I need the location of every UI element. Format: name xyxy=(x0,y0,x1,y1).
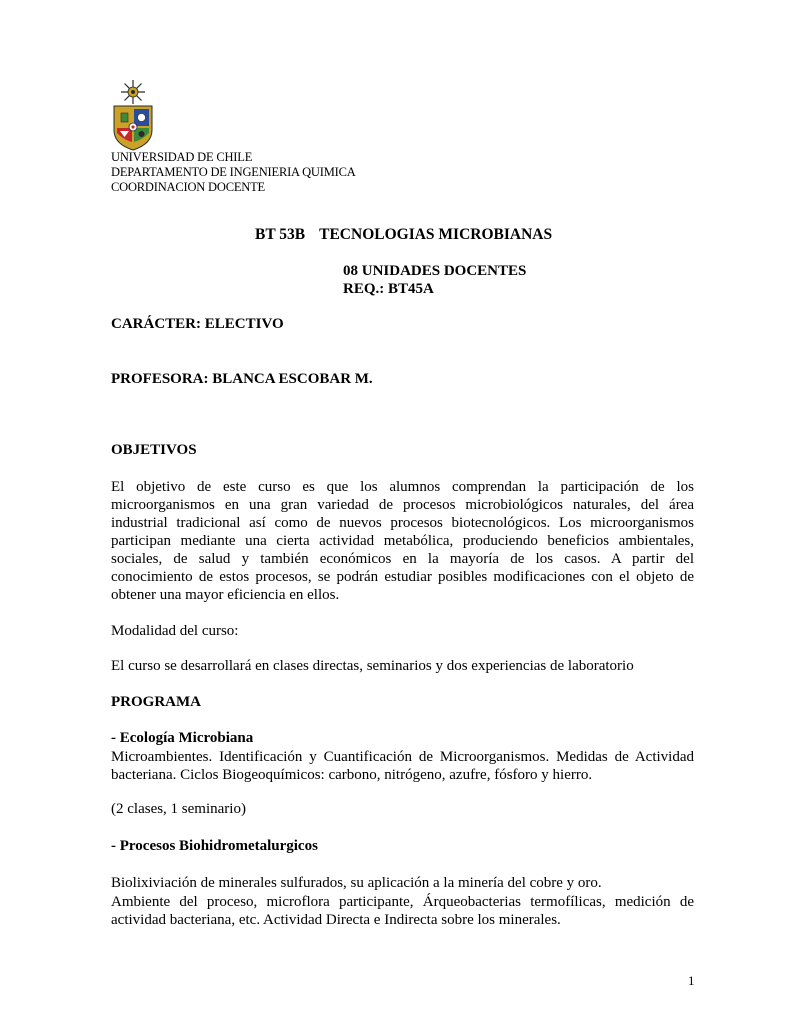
modality-heading: Modalidad del curso: xyxy=(111,623,239,639)
course-units-block xyxy=(343,262,526,298)
program-section-body xyxy=(111,893,694,929)
objectives-line: obtener una mayor eficiencia en ellos. xyxy=(111,587,340,603)
objectives-line: conocimiento de estos procesos, se podrán estudiar posibles modificaciones con el objeto de xyxy=(111,569,694,585)
objectives-heading: OBJETIVOS xyxy=(111,442,197,458)
program-section-title: - Procesos Biohidrometalurgicos xyxy=(111,838,318,854)
department-name: DEPARTAMENTO DE INGENIERIA QUIMICA xyxy=(111,165,356,179)
objectives-line: participan mediante una cierta actividad metabólica, produciendo beneficios ambientales, xyxy=(111,533,694,549)
course-character: CARÁCTER: ELECTIVO xyxy=(111,316,284,332)
course-code: BT 53B xyxy=(255,226,306,243)
objectives-line: El objetivo de este curso es que los alumnos comprendan la participación de los xyxy=(111,479,694,495)
program-section-body xyxy=(111,748,694,784)
program-section-line: Ambiente del proceso, microflora participante, Árqueobacterias termofílicas, medición de xyxy=(111,894,694,910)
program-heading: PROGRAMA xyxy=(111,694,201,710)
course-units: 08 UNIDADES DOCENTES xyxy=(343,263,527,279)
objectives-line: microorganismos en una gran variedad de procesos microbiológicos naturales, del área xyxy=(111,497,694,513)
university-crest-icon xyxy=(110,78,156,152)
course-name: TECNOLOGIAS MICROBIANAS xyxy=(319,226,553,243)
institution-header xyxy=(111,150,356,195)
objectives-paragraph xyxy=(111,478,694,604)
program-section-line: actividad bacteriana, etc. Actividad Directa e Indirecta sobre los minerales. xyxy=(111,912,561,928)
course-professor: PROFESORA: BLANCA ESCOBAR M. xyxy=(111,371,373,387)
program-section-line: bacteriana. Ciclos Biogeoquímicos: carbono, nitrógeno, azufre, fósforo y hierro. xyxy=(111,767,593,783)
page-number: 1 xyxy=(688,973,695,988)
modality-text: El curso se desarrollará en clases directas, seminarios y dos experiencias de laboratorio xyxy=(111,658,634,674)
course-title xyxy=(255,226,552,244)
course-requirement: REQ.: BT45A xyxy=(343,281,434,297)
university-name: UNIVERSIDAD DE CHILE xyxy=(111,150,253,164)
coordination-name: COORDINACION DOCENTE xyxy=(111,180,265,194)
program-section-note: (2 clases, 1 seminario) xyxy=(111,801,246,817)
objectives-line: sociales, de salud y también económicos en la mayoría de los casos. A partir del xyxy=(111,551,694,567)
program-section-intro: Biolixiviación de minerales sulfurados, su aplicación a la minería del cobre y oro. xyxy=(111,875,602,891)
program-section-line: Microambientes. Identificación y Cuantificación de Microorganismos. Medidas de Actividad xyxy=(111,749,694,765)
objectives-line: industrial tradicional así como de nuevos procesos biotecnológicos. Los microorganismos xyxy=(111,515,694,531)
program-section-title: - Ecología Microbiana xyxy=(111,730,254,746)
